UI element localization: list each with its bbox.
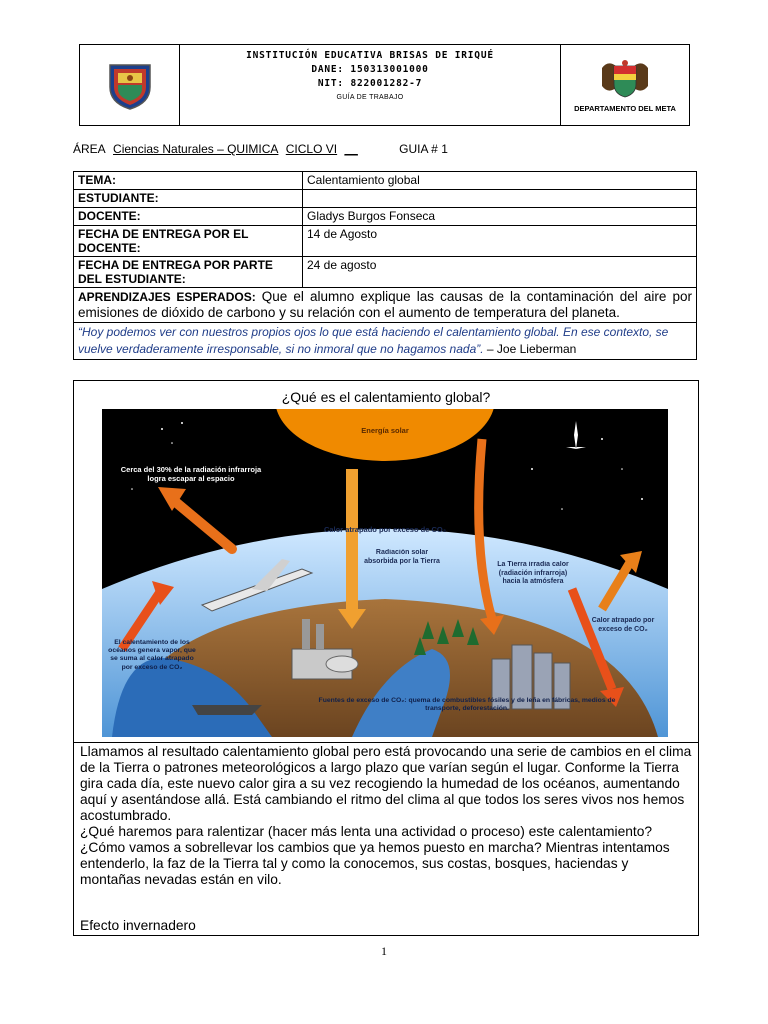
- ship: [192, 705, 262, 715]
- department-cell: [561, 45, 689, 125]
- paragraph: ¿Qué haremos para ralentizar (hacer más lenta una actividad o proceso) este calentamiento? ¿Cómo vamos a sobrellevar los cambios que ya hemos puesto en marcha? Mientras intentamos entenderlo, la faz de la Tierra tal y como la conocemos, sus costas, bosques, haciendas y montañas nevadas están en vilo.: [80, 824, 670, 887]
- content-box: [73, 380, 699, 936]
- aprendizajes-cell: [74, 288, 697, 323]
- table-row: [74, 288, 697, 323]
- quote-cell: [74, 323, 697, 360]
- nit-code: NIT: 822001282-7: [317, 78, 423, 89]
- institution-name: INSTITUCIÓN EDUCATIVA BRISAS DE IRIQUÉ: [246, 50, 494, 61]
- header-title-cell: [180, 45, 561, 125]
- escape-label-wrap: [116, 465, 266, 495]
- aprendizajes-label: APRENDIZAJES ESPERADOS:: [78, 290, 256, 304]
- subheading: Efecto invernadero: [80, 918, 196, 933]
- cycle-value: CICLO VI: [285, 142, 338, 156]
- tema-value: Calentamiento global: [303, 172, 697, 190]
- table-row: [74, 208, 697, 226]
- docente-label: DOCENTE:: [74, 208, 303, 226]
- body-text: [80, 744, 692, 888]
- estudiante-field[interactable]: [303, 190, 697, 208]
- oceans-label: El calentamiento de los océanos genera vapor, que se suma al calor atrapado por exceso de CO₂: [108, 639, 196, 671]
- global-warming-illustration: [102, 409, 668, 737]
- escape-label: Cerca del 30% de la radiación infrarroja logra escapar al espacio: [120, 465, 262, 483]
- area-value: Ciencias Naturales – QUIMICA: [113, 142, 279, 156]
- earth-radiates-label-wrap: [490, 561, 576, 609]
- sun-label: Energía solar: [361, 426, 409, 435]
- sources-label-wrap: [312, 697, 622, 719]
- tema-label: TEMA:: [74, 172, 303, 190]
- department-coat-of-arms: [598, 58, 652, 98]
- school-crest-cell: [80, 45, 180, 125]
- trapped-right-label: Calor atrapado por exceso de CO₂: [591, 617, 655, 633]
- absorbed-label-wrap: [364, 549, 440, 589]
- aprendizajes-text: Que el alumno explique las causas de la contaminación del aire por emisiones de dióxido de carbono y su relación con el aumento de temperatura del planeta.: [78, 289, 692, 320]
- fecha-docente-value: 14 de Agosto: [303, 226, 697, 257]
- sources-label: Fuentes de exceso de CO₂: quema de combustibles fósiles y de leña en fábricas, medios de transporte, deforestación.: [318, 697, 616, 713]
- area-label: ÁREA: [73, 142, 106, 156]
- document-header: [79, 44, 690, 126]
- guide-number: GUIA # 1: [399, 142, 448, 156]
- trapped-right-label-wrap: [580, 617, 666, 643]
- earth-radiates-label: La Tierra irradia calor (radiación infrarroja) hacia la atmósfera: [497, 561, 569, 585]
- fecha-docente-label: FECHA DE ENTREGA POR EL DOCENTE:: [74, 226, 303, 257]
- guide-label: GUÍA DE TRABAJO: [336, 94, 404, 101]
- fecha-estudiante-value: 24 de agosto: [303, 257, 697, 288]
- school-crest-logo: [105, 59, 155, 111]
- quote-text: “Hoy podemos ver con nuestros propios ojos lo que está haciendo el calentamiento global. En ese contexto, se vuelve verdaderamente irresponsable, si no inmoral que no hagamos nada”.: [78, 325, 669, 356]
- area-line: [73, 142, 452, 156]
- oceans-label-wrap: [108, 639, 196, 703]
- table-row: [74, 257, 697, 288]
- divider: [74, 742, 698, 743]
- trapped-top-label: Calor atrapado por exceso de CO₂: [323, 525, 447, 534]
- table-row: [74, 323, 697, 360]
- section-title: ¿Qué es el calentamiento global?: [281, 389, 491, 405]
- paragraph: Llamamos al resultado calentamiento global pero está provocando una serie de cambios en el clima de la Tierra o patrones meteorológicos a largo plazo que varían según el lugar. Conforme la Tierra gira cada día, este nuevo calor gira a su vez recogiendo la humedad de los océanos, aumentando aquí y asentándose allá. Está cambiando el ritmo del clima al que todos los seres vivos nos hemos acostumbrado.: [80, 744, 692, 823]
- dane-code: DANE: 150313001000: [311, 64, 429, 75]
- info-table: [73, 171, 697, 360]
- docente-value: Gladys Burgos Fonseca: [303, 208, 697, 226]
- cycle-blank: __: [344, 142, 358, 156]
- page-number: 1: [381, 944, 387, 958]
- department-name: DEPARTAMENTO DEL META: [574, 103, 676, 113]
- estudiante-label: ESTUDIANTE:: [74, 190, 303, 208]
- absorbed-label: Radiación solar absorbida por la Tierra: [364, 549, 440, 565]
- fecha-estudiante-label: FECHA DE ENTREGA POR PARTE DEL ESTUDIANTE:: [74, 257, 303, 288]
- table-row: [74, 172, 697, 190]
- quote-author: – Joe Lieberman: [486, 342, 577, 356]
- table-row: [74, 226, 697, 257]
- table-row: [74, 190, 697, 208]
